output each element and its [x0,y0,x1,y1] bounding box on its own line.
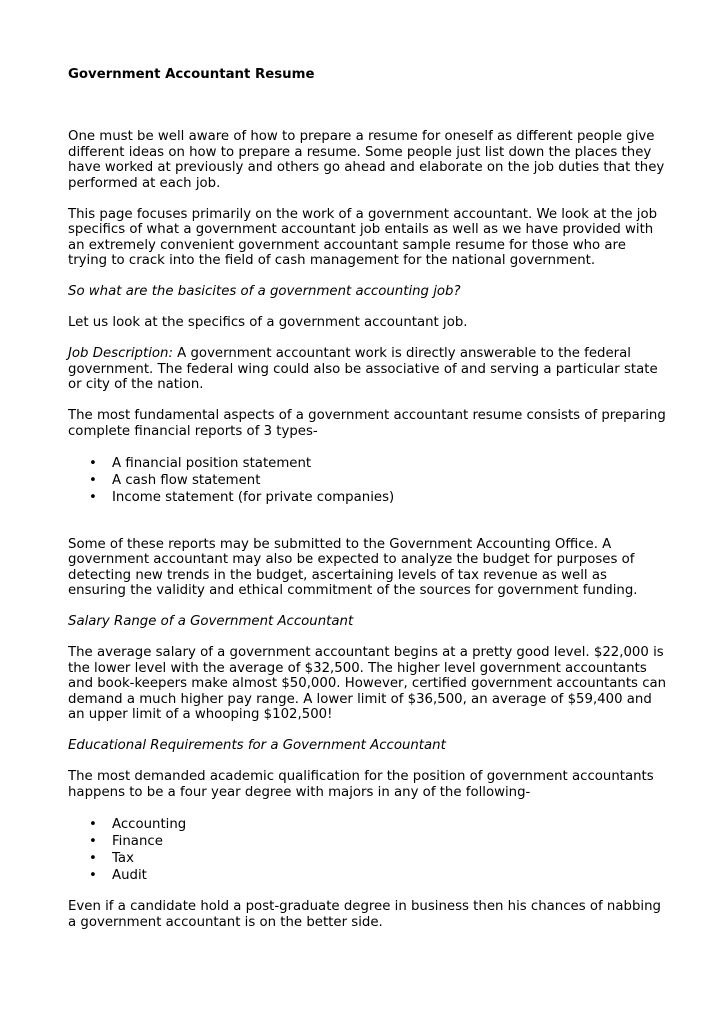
majors-list [68,816,668,884]
document-title: Government Accountant Resume [68,67,315,82]
fundamentals-paragraph: The most fundamental aspects of a government accountant resume consists of preparing complete financial reports of 3 types- [68,408,666,439]
salary-paragraph: The average salary of a government accountant begins at a pretty good level. $22,000 is the lower level with the average of $32,500. The higher level government accountants and book-keepers make almost $50,000. However, certified government accountants can demand a much higher pay range. A lower limit of $36,500, an average of $59,400 and an upper limit of a whooping $102,500! [68,645,667,722]
intro-paragraph: One must be well aware of how to prepare a resume for oneself as different people give different ideas on how to prepare a resume. Some people just list down the places they have worked at previously and others go ahead and elaborate on the job duties that they performed at each job. [68,129,665,191]
closing-paragraph: Even if a candidate hold a post-graduate degree in business then his chances of nabbing a government accountant is on the better side. [68,899,661,930]
specifics-paragraph: Let us look at the specifics of a government accountant job. [68,315,468,330]
job-description-label: Job Description: [68,346,173,361]
education-heading [68,738,668,754]
education-heading-text: Educational Requirements for a Government Accountant [68,738,446,753]
report-types-list [68,455,668,506]
question-paragraph [68,284,668,300]
list-item: • Tax [112,850,668,867]
job-description-paragraph [68,346,668,393]
job-description-text: A government accountant work is directly answerable to the federal government. The federal wing could also be associative of and serving a particular state or city of the nation. [68,346,658,392]
reports-paragraph: Some of these reports may be submitted to the Government Accounting Office. A government accountant may also be expected to analyze the budget for purposes of detecting new trends in the budget, ascertaining levels of tax revenue as well as ensuring the validity and ethical commitment of the sources for government funding. [68,536,638,598]
list-item: • Audit [112,867,668,884]
document-page [68,67,668,946]
question-text: So what are the basicites of a government accounting job? [68,284,461,299]
list-item: • Finance [112,833,668,850]
list-item: • Income statement (for private companies) [112,489,668,506]
list-item: • A financial position statement [112,455,668,472]
focus-paragraph: This page focuses primarily on the work of a government accountant. We look at the job specifics of what a government accountant job entails as well as we have provided with an extremely convenient government accountant sample resume for those who are trying to crack into the field of cash management for the national government. [68,206,658,268]
education-paragraph: The most demanded academic qualification for the position of government accountants happens to be a four year degree with majors in any of the following- [68,769,654,800]
list-item: • A cash flow statement [112,472,668,489]
salary-heading-text: Salary Range of a Government Accountant [68,614,354,629]
salary-heading [68,614,668,630]
list-item: • Accounting [112,816,668,833]
